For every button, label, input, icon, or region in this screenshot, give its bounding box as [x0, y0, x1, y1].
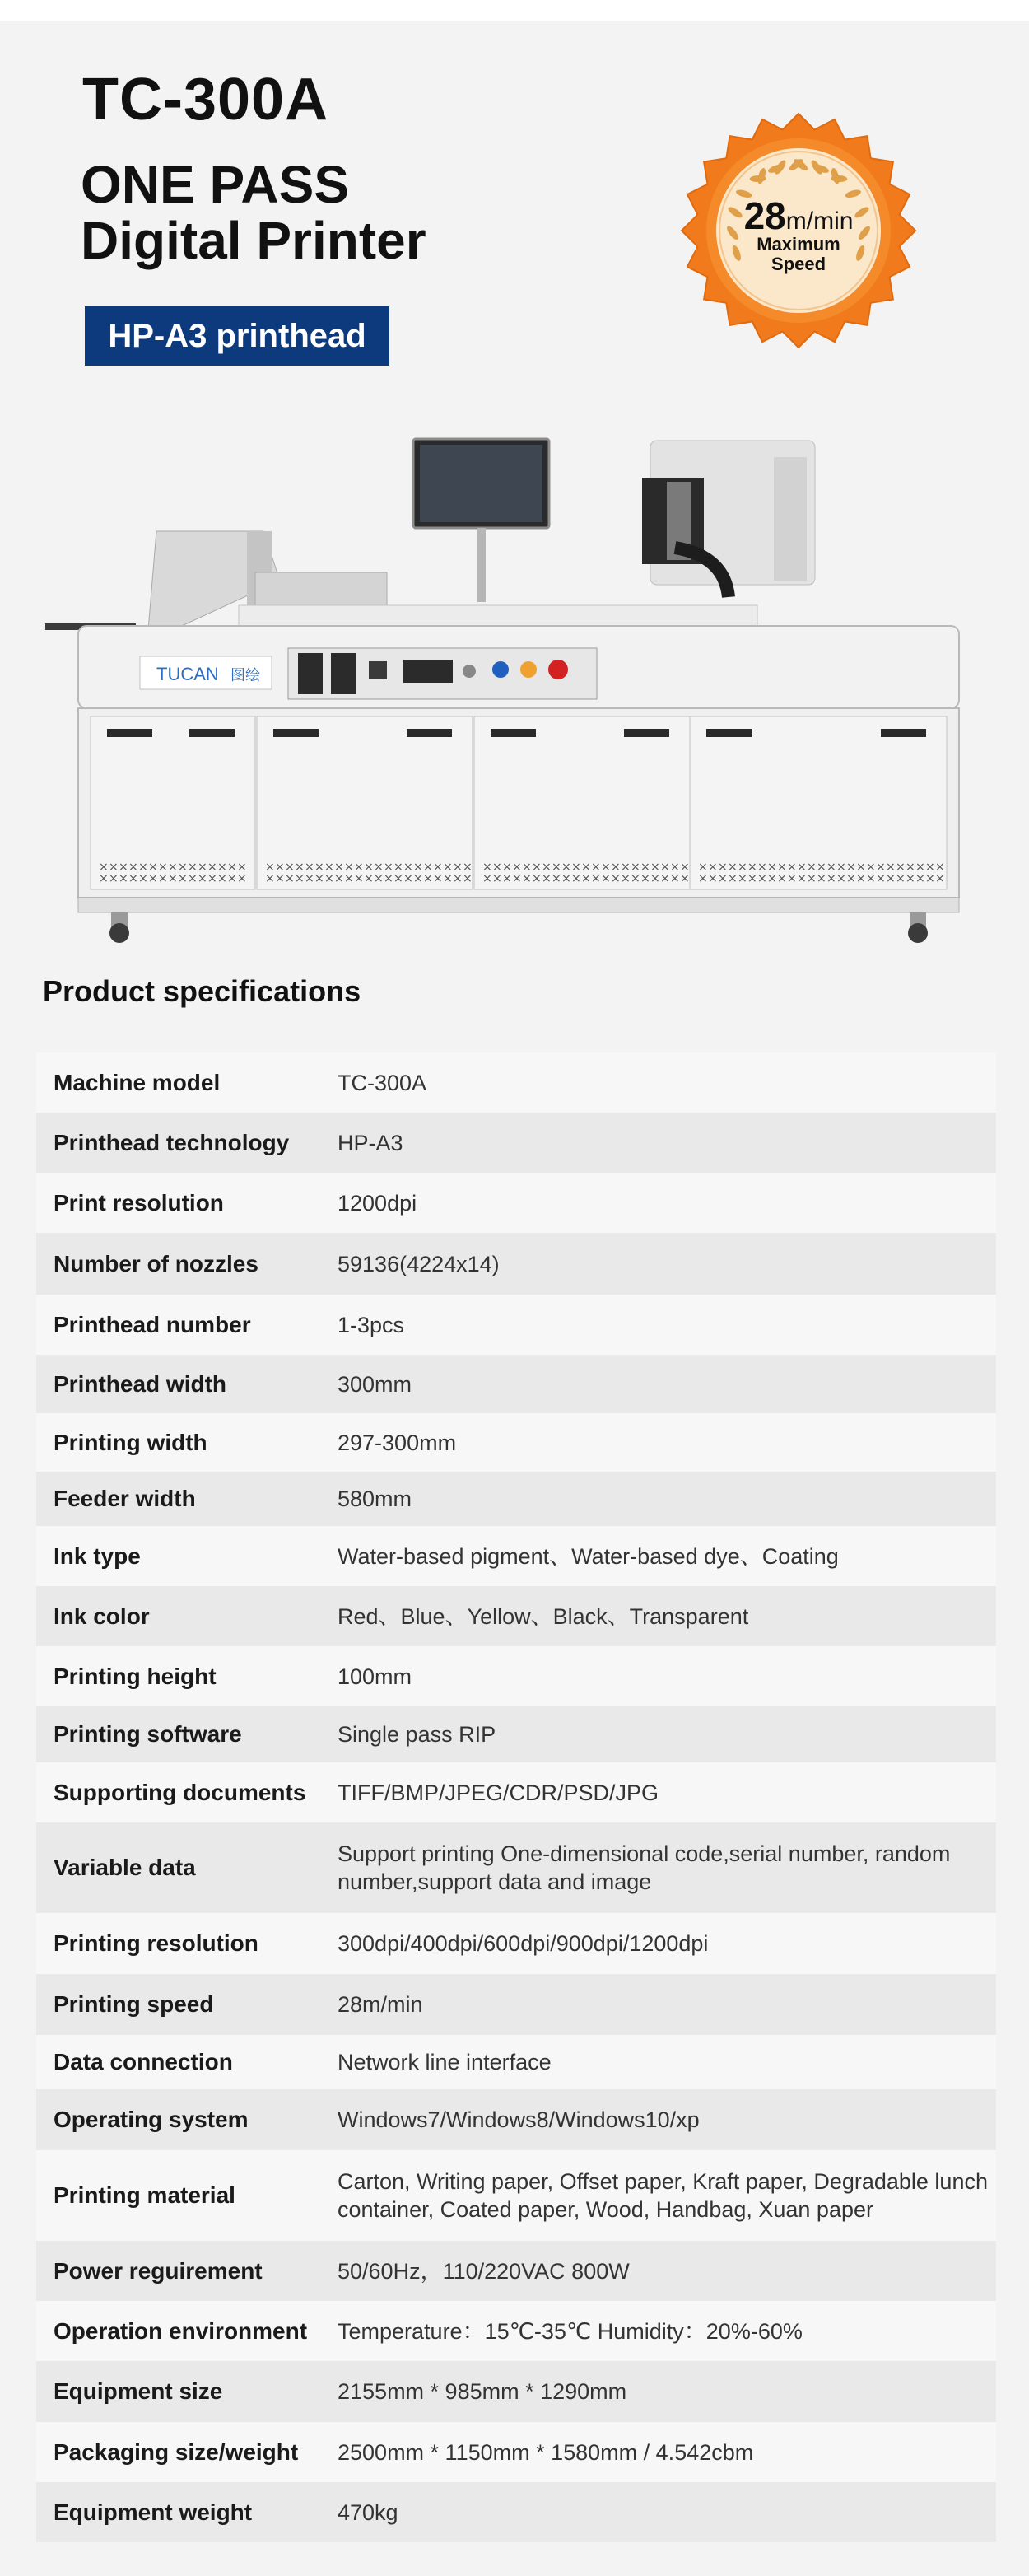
svg-text:×: × — [334, 872, 344, 885]
svg-text:×: × — [552, 861, 561, 874]
svg-text:×: × — [925, 872, 935, 885]
spec-label: Packaging size/weight — [54, 2438, 299, 2465]
svg-text:×: × — [896, 861, 906, 874]
svg-text:×: × — [99, 872, 109, 885]
spec-label: Feeder width — [54, 1486, 196, 1511]
svg-text:×: × — [807, 872, 817, 885]
svg-text:×: × — [581, 872, 591, 885]
spec-label: Printhead width — [54, 1370, 226, 1397]
svg-text:×: × — [188, 872, 198, 885]
spec-row — [36, 1113, 996, 1173]
svg-text:×: × — [237, 872, 247, 885]
spec-value: TC-300A — [338, 1070, 427, 1095]
svg-text:×: × — [364, 861, 374, 874]
svg-text:×: × — [532, 872, 542, 885]
specs-table — [36, 1052, 996, 2542]
svg-text:×: × — [660, 872, 670, 885]
spec-row — [36, 1974, 996, 2035]
svg-text:×: × — [777, 872, 787, 885]
spec-label: Printhead technology — [54, 1129, 290, 1155]
svg-text:×: × — [660, 861, 670, 874]
spec-value: 100mm — [338, 1664, 412, 1689]
svg-text:×: × — [158, 861, 168, 874]
svg-text:×: × — [621, 872, 631, 885]
svg-text:×: × — [601, 872, 611, 885]
headline-line-2: Digital Printer — [81, 211, 426, 270]
svg-text:×: × — [708, 861, 718, 874]
svg-text:×: × — [227, 872, 237, 885]
svg-text:×: × — [512, 872, 522, 885]
svg-text:×: × — [767, 872, 777, 885]
spec-label: Variable data — [54, 1855, 196, 1880]
svg-text:×: × — [698, 861, 708, 874]
svg-text:×: × — [285, 872, 295, 885]
svg-text:×: × — [128, 872, 138, 885]
svg-text:×: × — [463, 872, 473, 885]
spec-row — [36, 2089, 996, 2150]
svg-text:×: × — [502, 861, 512, 874]
svg-text:×: × — [826, 872, 836, 885]
spec-label: Number of nozzles — [54, 1250, 258, 1276]
spec-label: Operating system — [54, 2107, 249, 2132]
svg-text:×: × — [640, 872, 650, 885]
speed-number: 28 — [743, 194, 786, 237]
svg-text:×: × — [757, 861, 767, 874]
svg-text:×: × — [581, 861, 591, 874]
svg-text:×: × — [393, 872, 403, 885]
svg-text:×: × — [561, 861, 571, 874]
spec-value: 580mm — [338, 1486, 412, 1511]
spec-row — [36, 1472, 996, 1526]
svg-text:×: × — [384, 861, 393, 874]
svg-text:×: × — [571, 872, 581, 885]
svg-text:×: × — [512, 861, 522, 874]
svg-text:×: × — [217, 861, 227, 874]
svg-text:×: × — [443, 861, 453, 874]
svg-text:×: × — [650, 872, 660, 885]
svg-text:×: × — [670, 861, 680, 874]
spec-label: Supporting documents — [54, 1779, 306, 1805]
svg-text:×: × — [403, 872, 413, 885]
svg-text:×: × — [856, 861, 866, 874]
svg-text:×: × — [374, 861, 384, 874]
spec-row — [36, 1526, 996, 1586]
spec-label: Equipment size — [54, 2378, 223, 2404]
spec-row — [36, 1295, 996, 1355]
svg-text:×: × — [728, 861, 738, 874]
svg-text:×: × — [433, 872, 443, 885]
svg-text:×: × — [502, 872, 512, 885]
svg-text:×: × — [305, 872, 314, 885]
spec-label: Printhead number — [54, 1311, 251, 1337]
svg-text:×: × — [393, 861, 403, 874]
svg-text:×: × — [876, 861, 886, 874]
spec-row — [36, 2482, 996, 2542]
svg-text:×: × — [314, 872, 324, 885]
svg-text:×: × — [747, 872, 757, 885]
svg-text:×: × — [227, 861, 237, 874]
printhead-badge: HP-A3 printhead — [85, 306, 389, 366]
svg-text:×: × — [935, 872, 945, 885]
svg-text:×: × — [482, 861, 492, 874]
svg-text:×: × — [158, 872, 168, 885]
spec-label: Printing material — [54, 2182, 235, 2208]
spec-row — [36, 2301, 996, 2361]
svg-text:×: × — [453, 872, 463, 885]
svg-text:×: × — [354, 872, 364, 885]
svg-text:×: × — [680, 861, 690, 874]
svg-text:×: × — [611, 861, 621, 874]
spec-value: 470kg — [338, 2499, 398, 2525]
svg-text:×: × — [285, 861, 295, 874]
svg-text:×: × — [178, 861, 188, 874]
svg-text:×: × — [374, 872, 384, 885]
svg-text:×: × — [119, 872, 128, 885]
svg-text:×: × — [492, 872, 502, 885]
spec-row — [36, 1233, 996, 1295]
brand-text-cjk: 图绘 — [230, 667, 260, 684]
spec-row — [36, 1706, 996, 1762]
svg-text:×: × — [413, 872, 423, 885]
svg-text:×: × — [915, 861, 925, 874]
top-strip — [0, 0, 1029, 21]
spec-label: Power reguirement — [54, 2257, 263, 2284]
svg-text:×: × — [542, 861, 552, 874]
svg-text:×: × — [413, 861, 423, 874]
svg-text:×: × — [423, 872, 433, 885]
svg-text:×: × — [443, 872, 453, 885]
spec-row — [36, 1913, 996, 1974]
svg-text:×: × — [846, 861, 856, 874]
spec-label: Ink type — [54, 1542, 141, 1569]
spec-label: Printing speed — [54, 1991, 214, 2017]
spec-value: Support printing One-dimensional code,serial number, random number,support data and image — [338, 1841, 951, 1894]
spec-label: Machine model — [54, 1069, 221, 1095]
spec-row — [36, 2361, 996, 2422]
svg-text:×: × — [433, 861, 443, 874]
svg-text:×: × — [532, 861, 542, 874]
svg-text:×: × — [552, 872, 561, 885]
svg-text:×: × — [591, 861, 601, 874]
svg-text:×: × — [314, 861, 324, 874]
spec-value: Network line interface — [338, 2050, 552, 2074]
spec-row — [36, 1646, 996, 1706]
svg-text:×: × — [295, 872, 305, 885]
svg-text:×: × — [906, 861, 915, 874]
svg-text:×: × — [384, 872, 393, 885]
spec-row — [36, 1173, 996, 1233]
svg-text:×: × — [188, 861, 198, 874]
svg-text:×: × — [866, 872, 876, 885]
svg-text:×: × — [787, 861, 797, 874]
spec-row — [36, 1586, 996, 1646]
svg-text:×: × — [119, 861, 128, 874]
svg-text:×: × — [463, 861, 473, 874]
spec-row — [36, 1355, 996, 1413]
svg-text:×: × — [148, 872, 158, 885]
spec-value: 1-3pcs — [338, 1312, 405, 1337]
spec-row — [36, 1762, 996, 1822]
svg-text:×: × — [334, 861, 344, 874]
svg-text:×: × — [324, 872, 334, 885]
spec-value: TIFF/BMP/JPEG/CDR/PSD/JPG — [338, 1780, 659, 1805]
svg-text:×: × — [680, 872, 690, 885]
svg-text:×: × — [925, 861, 935, 874]
svg-text:×: × — [935, 861, 945, 874]
svg-text:×: × — [915, 872, 925, 885]
svg-text:×: × — [403, 861, 413, 874]
svg-text:×: × — [99, 861, 109, 874]
speed-value — [679, 194, 918, 238]
svg-text:×: × — [275, 861, 285, 874]
svg-text:×: × — [324, 861, 334, 874]
svg-text:×: × — [846, 872, 856, 885]
svg-text:×: × — [797, 861, 807, 874]
spec-label: Equipment weight — [54, 2499, 253, 2525]
model-title: TC-300A — [82, 67, 329, 133]
svg-text:×: × — [876, 872, 886, 885]
svg-text:×: × — [728, 872, 738, 885]
svg-text:×: × — [128, 861, 138, 874]
svg-text:×: × — [178, 872, 188, 885]
svg-text:×: × — [718, 861, 728, 874]
svg-text:×: × — [738, 861, 747, 874]
svg-text:×: × — [207, 861, 217, 874]
svg-text:×: × — [198, 861, 207, 874]
svg-text:×: × — [621, 861, 631, 874]
svg-text:×: × — [305, 861, 314, 874]
spec-value: 2500mm * 1150mm * 1580mm / 4.542cbm — [338, 2439, 754, 2465]
spec-value: 300mm — [338, 1371, 412, 1397]
svg-text:×: × — [522, 861, 532, 874]
svg-text:×: × — [571, 861, 581, 874]
svg-text:×: × — [906, 872, 915, 885]
svg-text:×: × — [670, 872, 680, 885]
svg-text:×: × — [807, 861, 817, 874]
spec-label: Ink color — [54, 1603, 150, 1629]
svg-text:×: × — [856, 872, 866, 885]
svg-text:×: × — [747, 861, 757, 874]
svg-text:×: × — [265, 861, 275, 874]
spec-value: 59136(4224x14) — [338, 1251, 500, 1276]
svg-text:×: × — [168, 872, 178, 885]
spec-value: 297-300mm — [338, 1430, 457, 1455]
svg-text:×: × — [198, 872, 207, 885]
brand-text: TUCAN — [156, 664, 219, 684]
spec-value: 300dpi/400dpi/600dpi/900dpi/1200dpi — [338, 1931, 709, 1956]
svg-text:×: × — [109, 872, 119, 885]
spec-value: 1200dpi — [338, 1190, 417, 1216]
svg-text:×: × — [492, 861, 502, 874]
svg-text:×: × — [611, 872, 621, 885]
headline-line-1: ONE PASS — [81, 155, 349, 214]
svg-text:×: × — [522, 872, 532, 885]
spec-label: Print resolution — [54, 1189, 224, 1216]
spec-value: 50/60Hz，110/220VAC 800W — [338, 2258, 630, 2284]
svg-text:×: × — [886, 861, 896, 874]
speed-label-line-2: Speed — [771, 254, 826, 274]
printer-machine-image — [41, 432, 996, 947]
svg-text:×: × — [542, 872, 552, 885]
svg-text:×: × — [817, 861, 826, 874]
svg-text:×: × — [866, 861, 876, 874]
svg-text:×: × — [650, 861, 660, 874]
spec-label: Printing resolution — [54, 1930, 258, 1956]
svg-text:×: × — [217, 872, 227, 885]
svg-text:×: × — [738, 872, 747, 885]
spec-row — [36, 2241, 996, 2301]
svg-text:×: × — [344, 861, 354, 874]
svg-text:×: × — [453, 861, 463, 874]
specs-heading: Product specifications — [43, 974, 361, 1008]
svg-text:×: × — [640, 861, 650, 874]
svg-text:×: × — [631, 872, 640, 885]
svg-text:×: × — [591, 872, 601, 885]
svg-text:×: × — [777, 861, 787, 874]
spec-value: Single pass RIP — [338, 1722, 496, 1747]
spec-value: 28m/min — [338, 1992, 423, 2017]
speed-unit: m/min — [785, 208, 854, 235]
svg-text:×: × — [482, 872, 492, 885]
spec-value: HP-A3 — [338, 1130, 403, 1155]
spec-value: 2155mm * 985mm * 1290mm — [338, 2379, 627, 2404]
speed-label — [679, 235, 918, 274]
svg-text:×: × — [561, 872, 571, 885]
svg-text:×: × — [757, 872, 767, 885]
spec-row — [36, 2150, 996, 2241]
svg-text:×: × — [344, 872, 354, 885]
spec-label: Operation environment — [54, 2317, 308, 2344]
svg-text:×: × — [265, 872, 275, 885]
spec-label: Printing software — [54, 1721, 242, 1747]
svg-text:×: × — [138, 872, 148, 885]
svg-text:×: × — [708, 872, 718, 885]
speed-label-line-1: Maximum — [757, 234, 840, 254]
spec-row — [36, 2035, 996, 2089]
svg-text:×: × — [138, 861, 148, 874]
spec-value: Carton, Writing paper, Offset paper, Kraft paper, Degradable lunch container, Coated paper, Wood, Handbag, Xuan paper — [338, 2169, 988, 2222]
spec-value: Water-based pigment、Water-based dye、Coating — [338, 1543, 839, 1569]
spec-row — [36, 2422, 996, 2482]
spec-label: Data connection — [54, 2049, 233, 2074]
svg-text:×: × — [423, 861, 433, 874]
svg-text:×: × — [836, 861, 846, 874]
svg-text:×: × — [237, 861, 247, 874]
speed-seal-text — [679, 111, 918, 350]
spec-label: Printing height — [54, 1663, 217, 1689]
svg-text:×: × — [168, 861, 178, 874]
spec-label: Printing width — [54, 1429, 207, 1455]
svg-text:×: × — [817, 872, 826, 885]
spec-value: Red、Blue、Yellow、Black、Transparent — [338, 1603, 749, 1629]
svg-text:×: × — [295, 861, 305, 874]
spec-row — [36, 1413, 996, 1472]
svg-text:×: × — [207, 872, 217, 885]
svg-text:×: × — [631, 861, 640, 874]
svg-text:×: × — [275, 872, 285, 885]
svg-text:×: × — [148, 861, 158, 874]
svg-text:×: × — [826, 861, 836, 874]
headline — [81, 156, 426, 268]
spec-value: Windows7/Windows8/Windows10/xp — [338, 2107, 700, 2132]
svg-text:×: × — [601, 861, 611, 874]
svg-text:×: × — [109, 861, 119, 874]
svg-text:×: × — [896, 872, 906, 885]
spec-value: Temperature：15℃-35℃ Humidity：20%-60% — [338, 2318, 803, 2344]
spec-row — [36, 1052, 996, 1113]
svg-text:×: × — [364, 872, 374, 885]
svg-text:×: × — [787, 872, 797, 885]
svg-text:×: × — [767, 861, 777, 874]
svg-text:×: × — [797, 872, 807, 885]
svg-text:×: × — [354, 861, 364, 874]
svg-text:×: × — [836, 872, 846, 885]
svg-text:×: × — [886, 872, 896, 885]
svg-text:×: × — [698, 872, 708, 885]
spec-row — [36, 1822, 996, 1913]
svg-text:×: × — [718, 872, 728, 885]
